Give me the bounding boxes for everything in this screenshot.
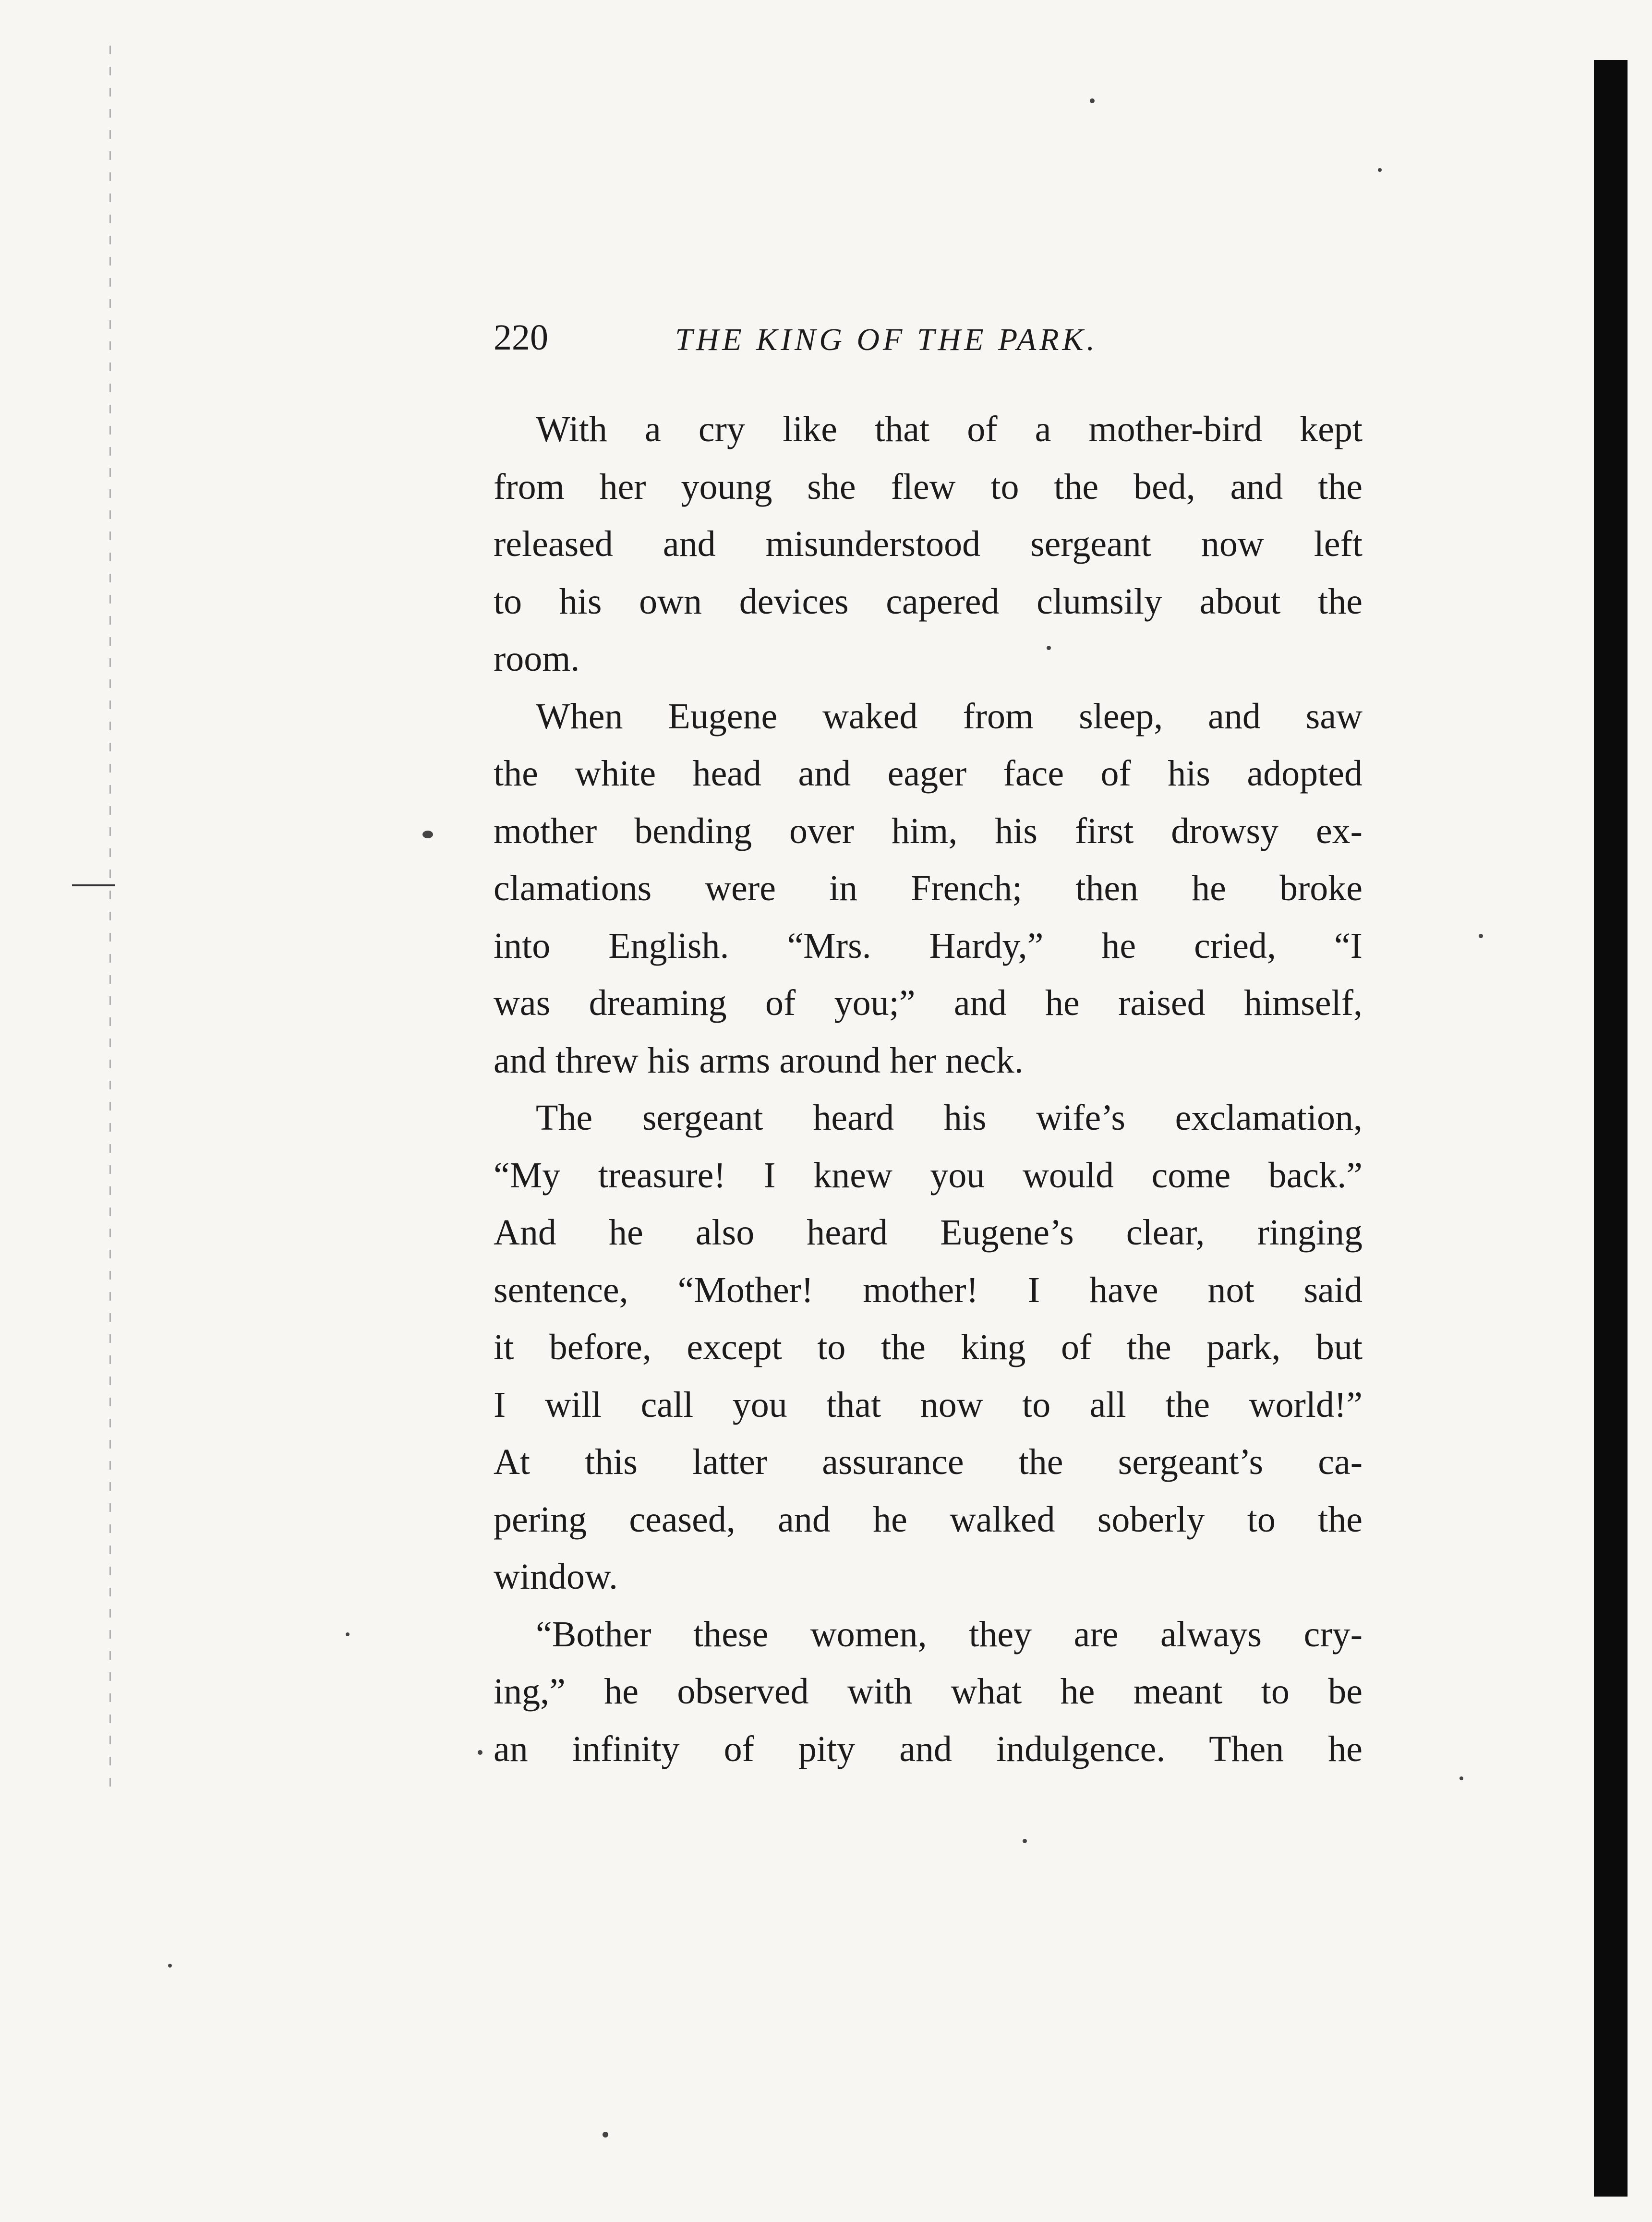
text-line: At this latter assurance the sergeant’s ca-	[494, 1442, 1363, 1482]
print-speck	[346, 1632, 350, 1636]
text-line: room.	[494, 639, 580, 679]
text-line: into English. “Mrs. Hardy,” he cried, “I	[494, 925, 1363, 966]
text-line: window.	[494, 1557, 618, 1597]
print-speck	[1479, 934, 1483, 938]
body-text	[494, 401, 1363, 1778]
text-line: released and misunderstood sergeant now left	[494, 524, 1363, 564]
binding-gutter	[109, 46, 111, 1798]
text-line: and threw his arms around her neck.	[494, 1040, 1024, 1081]
print-speck	[603, 2132, 608, 2137]
text-line: sentence, “Mother! mother! I have not said	[494, 1269, 1363, 1310]
text-line: The sergeant heard his wife’s exclamation,	[536, 1098, 1363, 1138]
text-line: mother bending over him, his first drowsy ex-	[494, 810, 1363, 851]
print-speck	[1023, 1839, 1027, 1843]
print-speck	[1378, 168, 1382, 172]
text-line: With a cry like that of a mother-bird kept	[536, 409, 1363, 449]
text-line: pering ceased, and he walked soberly to the	[494, 1499, 1363, 1540]
text-line: the white head and eager face of his adopted	[494, 753, 1363, 794]
page-edge-shadow	[1594, 60, 1628, 2197]
text-line: When Eugene waked from sleep, and saw	[536, 696, 1363, 737]
text-line: “Bother these women, they are always cry-	[536, 1614, 1363, 1654]
print-speck	[478, 1750, 482, 1755]
print-speck	[1090, 98, 1095, 103]
text-line: And he also heard Eugene’s clear, ringing	[494, 1212, 1363, 1253]
text-line: clamations were in French; then he broke	[494, 868, 1363, 908]
text-line: an infinity of pity and indulgence. Then he	[494, 1728, 1363, 1769]
print-speck	[1459, 1776, 1463, 1780]
text-line: from her young she flew to the bed, and the	[494, 466, 1363, 507]
text-line: to his own devices capered clumsily about the	[494, 581, 1363, 622]
print-speck	[168, 1964, 172, 1968]
margin-mark	[72, 884, 115, 886]
text-line: I will call you that now to all the world!”	[494, 1384, 1363, 1425]
page-header	[494, 317, 1377, 360]
text-line: “My treasure! I knew you would come back.”	[494, 1155, 1363, 1196]
text-line: ing,” he observed with what he meant to be	[494, 1671, 1363, 1712]
page-number: 220	[494, 317, 548, 358]
running-head: THE KING OF THE PARK.	[675, 322, 1098, 357]
text-line: it before, except to the king of the park, but	[494, 1327, 1363, 1367]
text-line: was dreaming of you;” and he raised himself,	[494, 983, 1363, 1023]
print-speck	[422, 831, 433, 838]
